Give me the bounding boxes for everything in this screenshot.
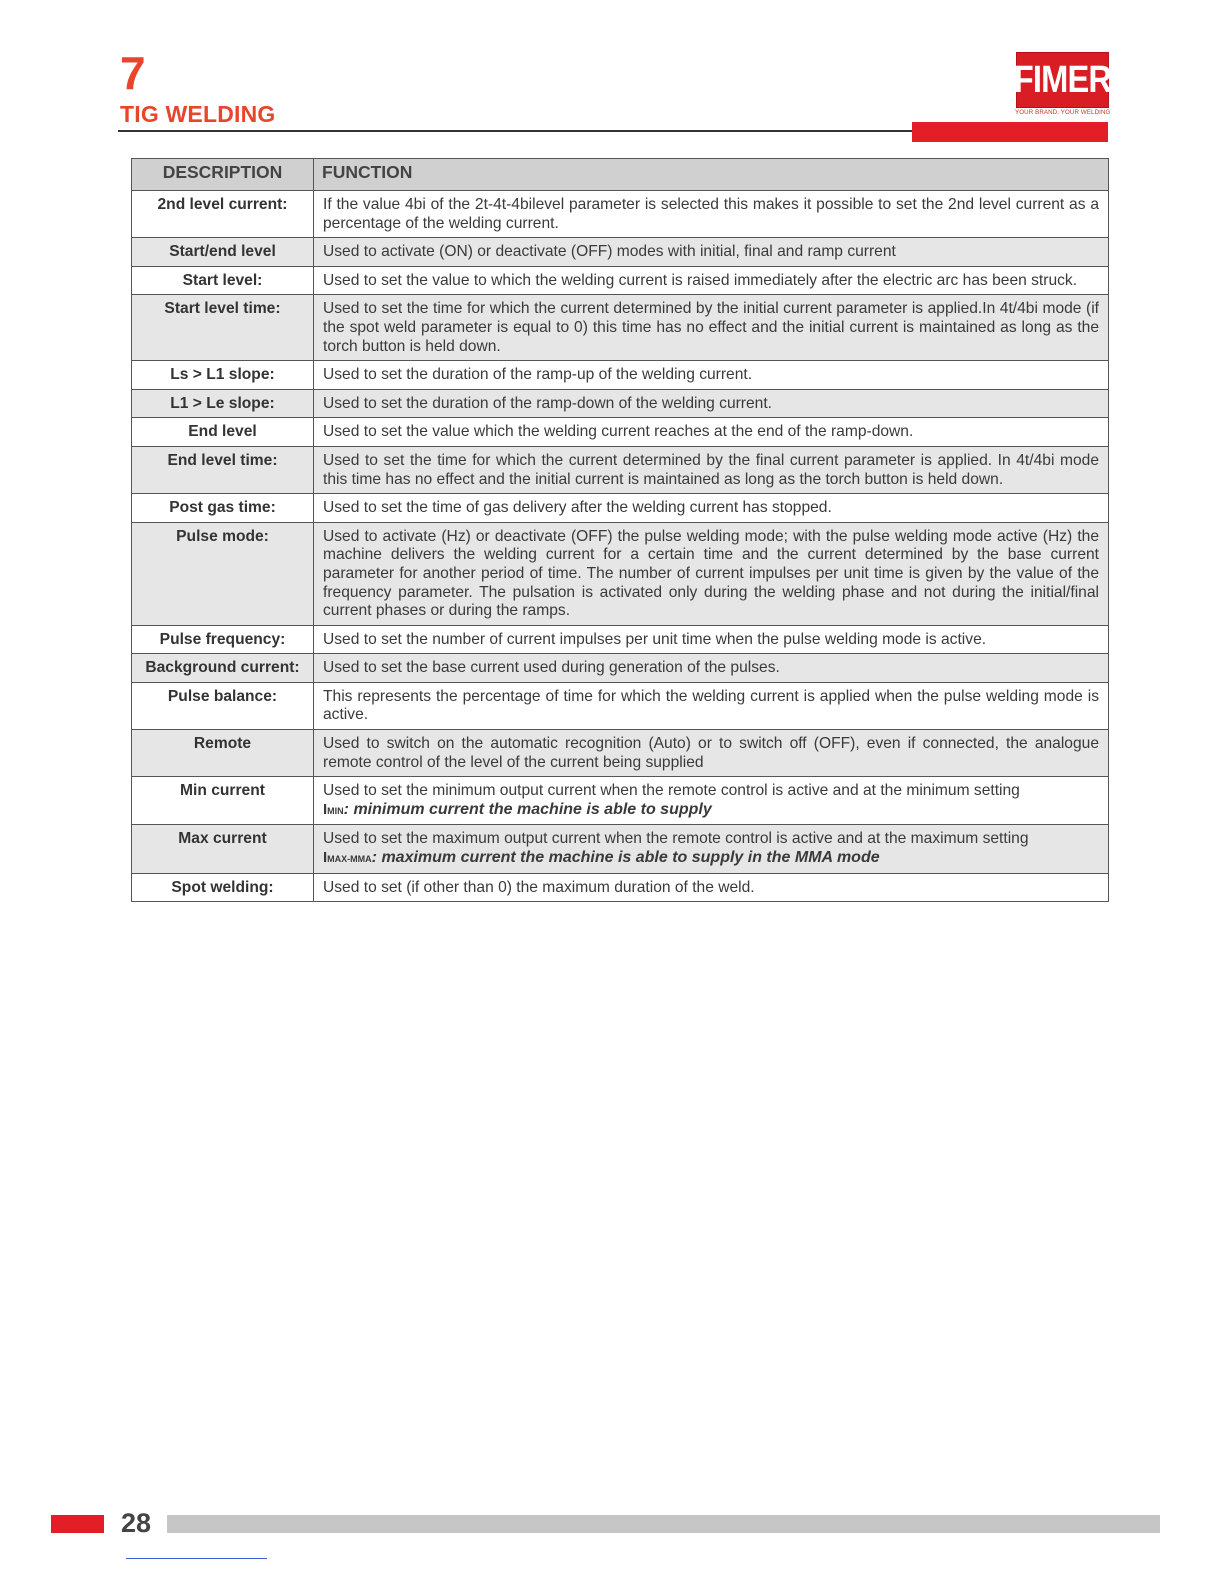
row-function: Used to set (if other than 0) the maximum duration of the weld. (314, 873, 1109, 902)
table-row (132, 873, 1109, 902)
row-function: Used to set the time for which the current determined by the initial current parameter is applied.In 4t/4bi mode (if the spot weld parameter is equal to 0) this time has no effect and the initial current is maintained as long as the torch button is held down. (314, 295, 1109, 361)
row-function: Used to activate (Hz) or deactivate (OFF) the pulse welding mode; with the pulse welding mode active (Hz) the machine delivers the welding current for a certain time and the current determined by the base current parameter for another period of time. The number of current impulses per unit time is given by the value of the frequency parameter. The pulsation is activated only during the welding phase and not during the initial/final current phases or during the ramps. (314, 522, 1109, 625)
note-symbol: I (323, 800, 328, 818)
max-current-note (323, 849, 880, 866)
row-description: Background current: (132, 654, 314, 683)
row-description: Start level time: (132, 295, 314, 361)
row-description: Pulse balance: (132, 682, 314, 729)
row-function: Used to set the time of gas delivery after the welding current has stopped. (314, 494, 1109, 523)
header-accent-bar (912, 122, 1108, 142)
row-description: Spot welding: (132, 873, 314, 902)
row-function: Used to switch on the automatic recognition (Auto) or to switch off (OFF), even if connected, the analogue remote control of the level of the current being supplied (314, 730, 1109, 777)
row-description: Ls > L1 slope: (132, 361, 314, 390)
table-row (132, 191, 1109, 238)
table-row (132, 389, 1109, 418)
logo-tagline: YOUR BRAND. YOUR WELDING (1015, 109, 1111, 116)
fimer-logo: FIMER (1016, 52, 1109, 108)
table-row (132, 654, 1109, 683)
row-description: Start/end level (132, 238, 314, 267)
row-function: This represents the percentage of time for which the welding current is applied when the pulse welding mode is active. (314, 682, 1109, 729)
row-description: End level (132, 418, 314, 447)
footer-link-underline (126, 1558, 267, 1559)
note-text: : minimum current the machine is able to supply (343, 800, 712, 818)
row-description: End level time: (132, 446, 314, 493)
page-number: 28 (121, 1508, 152, 1538)
row-function: Used to set the number of current impulses per unit time when the pulse welding mode is active. (314, 625, 1109, 654)
row-description: Pulse frequency: (132, 625, 314, 654)
note-subscript: MAX-MMA (327, 854, 372, 865)
row-function (314, 825, 1109, 873)
row-description: Post gas time: (132, 494, 314, 523)
row-function: Used to activate (ON) or deactivate (OFF) modes with initial, final and ramp current (314, 238, 1109, 267)
header-function: FUNCTION (314, 159, 1109, 191)
table-row (132, 625, 1109, 654)
row-function-text: Used to set the maximum output current when the remote control is active and at the maximum setting (323, 830, 1029, 848)
table-row (132, 295, 1109, 361)
row-function (314, 777, 1109, 825)
note-text: : maximum current the machine is able to supply in the MMA mode (371, 849, 880, 867)
row-function: Used to set the duration of the ramp-down of the welding current. (314, 389, 1109, 418)
min-current-note (323, 801, 712, 818)
table-header-row (132, 159, 1109, 191)
row-description: L1 > Le slope: (132, 389, 314, 418)
header-description: DESCRIPTION (132, 159, 314, 191)
row-description: 2nd level current: (132, 191, 314, 238)
row-description: Start level: (132, 266, 314, 295)
chapter-number: 7 (120, 47, 146, 99)
chapter-title: TIG WELDING (120, 101, 276, 127)
row-function: If the value 4bi of the 2t-4t-4bilevel parameter is selected this makes it possible to set the 2nd level current as a percentage of the welding current. (314, 191, 1109, 238)
row-function: Used to set the duration of the ramp-up of the welding current. (314, 361, 1109, 390)
note-subscript: MIN (327, 805, 344, 816)
table-row (132, 361, 1109, 390)
table-row (132, 777, 1109, 825)
parameter-table (131, 158, 1109, 902)
table-row (132, 266, 1109, 295)
row-function-text: Used to set the minimum output current when the remote control is active and at the minimum setting (323, 782, 1020, 800)
table-row (132, 825, 1109, 873)
row-description: Remote (132, 730, 314, 777)
row-function: Used to set the base current used during generation of the pulses. (314, 654, 1109, 683)
table-row (132, 418, 1109, 447)
footer-bar (167, 1515, 1160, 1533)
row-description: Pulse mode: (132, 522, 314, 625)
row-function: Used to set the value to which the welding current is raised immediately after the electric arc has been struck. (314, 266, 1109, 295)
table-row (132, 494, 1109, 523)
row-description: Max current (132, 825, 314, 873)
row-function: Used to set the value which the welding current reaches at the end of the ramp-down. (314, 418, 1109, 447)
row-description: Min current (132, 777, 314, 825)
table-row (132, 522, 1109, 625)
table-row (132, 730, 1109, 777)
table-row (132, 446, 1109, 493)
row-function: Used to set the time for which the current determined by the final current parameter is applied. In 4t/4bi mode this time has no effect and the initial current is maintained as long as the torch button is held down. (314, 446, 1109, 493)
footer-accent-bar (51, 1515, 104, 1533)
table-row (132, 238, 1109, 267)
table-row (132, 682, 1109, 729)
note-symbol: I (323, 849, 328, 867)
